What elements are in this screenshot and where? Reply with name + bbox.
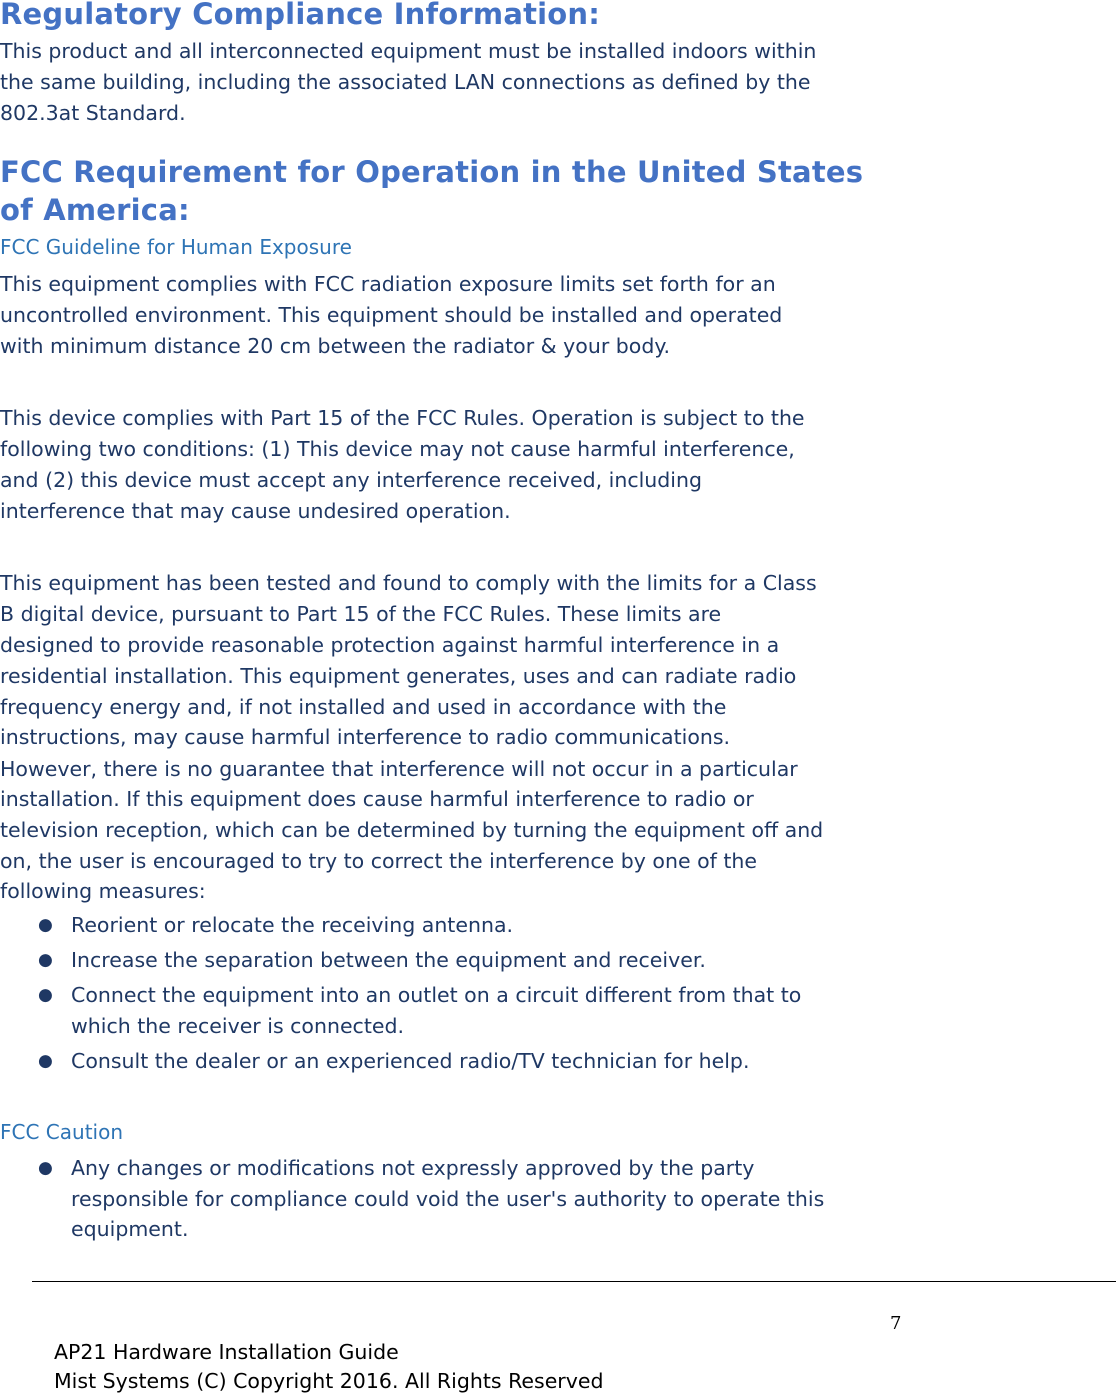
human-exposure-line: uncontrolled environment. This equipment should be installed and operated xyxy=(0,303,783,327)
bullet-icon: ● xyxy=(38,985,53,1005)
footer-title: AP21 Hardware Installation Guide xyxy=(54,1340,399,1364)
classb-line: following measures: xyxy=(0,879,206,903)
bullet-icon: ● xyxy=(38,915,53,935)
measure-line: Connect the equipment into an outlet on a circuit different from that to xyxy=(71,983,802,1007)
part15-line: interference that may cause undesired operation. xyxy=(0,499,511,523)
footer-copyright: Mist Systems (C) Copyright 2016. All Rights Reserved xyxy=(54,1369,604,1393)
part15-line: following two conditions: (1) This device may not cause harmful interference, xyxy=(0,437,795,461)
footer-divider xyxy=(32,1281,1116,1282)
classb-line: on, the user is encouraged to try to correct the interference by one of the xyxy=(0,849,757,873)
page-number: 7 xyxy=(890,1313,902,1334)
measure-line: which the receiver is connected. xyxy=(71,1014,405,1038)
human-exposure-line: with minimum distance 20 cm between the radiator & your body. xyxy=(0,334,671,358)
regulatory-line: This product and all interconnected equipment must be installed indoors within xyxy=(0,39,817,63)
fcc-heading-line: FCC Requirement for Operation in the United States xyxy=(0,155,864,189)
classb-line: television reception, which can be determined by turning the equipment off and xyxy=(0,818,824,842)
regulatory-line: the same building, including the associated LAN connections as defined by the xyxy=(0,70,811,94)
caution-line: Any changes or modifications not expressly approved by the party xyxy=(71,1156,755,1180)
human-exposure-line: This equipment complies with FCC radiation exposure limits set forth for an xyxy=(0,272,776,296)
classb-line: instructions, may cause harmful interference to radio communications. xyxy=(0,725,731,749)
classb-line: residential installation. This equipment generates, uses and can radiate radio xyxy=(0,664,797,688)
caution-line: equipment. xyxy=(71,1217,189,1241)
part15-line: and (2) this device must accept any interference received, including xyxy=(0,468,702,492)
part15-line: This device complies with Part 15 of the FCC Rules. Operation is subject to the xyxy=(0,406,805,430)
bullet-icon: ● xyxy=(38,1051,53,1071)
bullet-icon: ● xyxy=(38,950,53,970)
fcc-heading-line: of America: xyxy=(0,193,190,227)
measure-line: Consult the dealer or an experienced radio/TV technician for help. xyxy=(71,1049,750,1073)
bullet-icon: ● xyxy=(38,1158,53,1178)
regulatory-heading: Regulatory Compliance Information: xyxy=(0,0,601,31)
measure-line: Increase the separation between the equipment and receiver. xyxy=(71,948,706,972)
regulatory-line: 802.3at Standard. xyxy=(0,101,186,125)
caution-subheading: FCC Caution xyxy=(0,1120,123,1144)
measure-line: Reorient or relocate the receiving antenna. xyxy=(71,913,514,937)
classb-line: designed to provide reasonable protection against harmful interference in a xyxy=(0,633,780,657)
classb-line: However, there is no guarantee that interference will not occur in a particular xyxy=(0,757,798,781)
caution-line: responsible for compliance could void the user's authority to operate this xyxy=(71,1187,825,1211)
classb-line: installation. If this equipment does cause harmful interference to radio or xyxy=(0,787,754,811)
classb-line: B digital device, pursuant to Part 15 of the FCC Rules. These limits are xyxy=(0,602,722,626)
classb-line: This equipment has been tested and found to comply with the limits for a Class xyxy=(0,571,817,595)
human-exposure-subheading: FCC Guideline for Human Exposure xyxy=(0,235,352,259)
classb-line: frequency energy and, if not installed and used in accordance with the xyxy=(0,695,727,719)
